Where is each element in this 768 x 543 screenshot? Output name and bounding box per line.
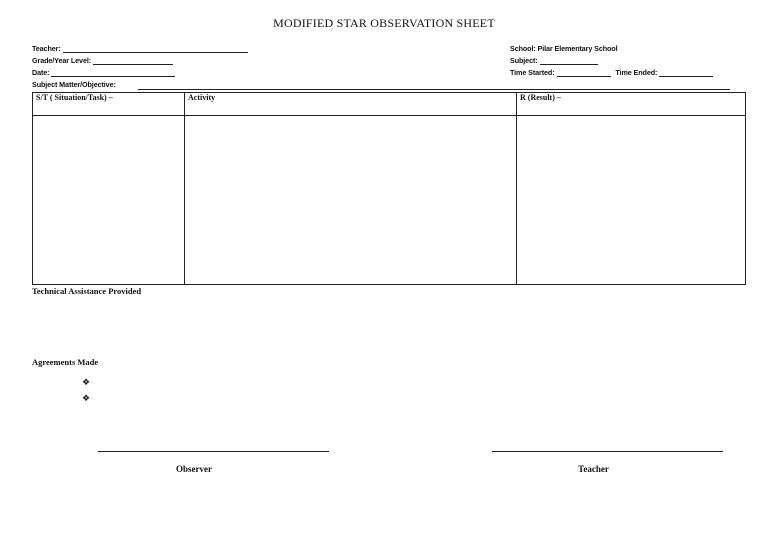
time-ended-blank[interactable]: [659, 69, 713, 77]
subject-matter-label: Subject Matter/Objective:: [32, 80, 116, 89]
grade-blank[interactable]: [93, 57, 173, 65]
subject-matter-blank[interactable]: [138, 89, 730, 90]
header-result: R (Result) –: [517, 93, 746, 116]
date-label: Date:: [32, 68, 50, 77]
cell-result[interactable]: [517, 116, 746, 285]
table-header-row: [33, 93, 746, 116]
agreement-bullet-2: ❖: [82, 394, 91, 404]
sheet-title: MODIFIED STAR OBSERVATION SHEET: [273, 16, 495, 30]
grade-field[interactable]: [32, 56, 173, 65]
header-activity: Activity: [185, 93, 517, 116]
cell-situation-task[interactable]: [33, 116, 185, 285]
teacher-label: Teacher:: [32, 44, 61, 53]
subject-blank[interactable]: [540, 57, 598, 65]
observer-label: Observer: [176, 464, 212, 474]
subject-field[interactable]: [510, 56, 598, 65]
header-situation-task: S/T ( Situation/Task) –: [33, 93, 185, 116]
school-label: School: Pilar Elementary School: [510, 44, 618, 53]
agreement-bullet-1: ❖: [82, 378, 91, 388]
date-blank[interactable]: [51, 69, 175, 77]
time-started-label: Time Started:: [510, 68, 555, 77]
teacher-field[interactable]: [32, 44, 248, 53]
teacher-signature-line[interactable]: [492, 451, 723, 452]
teacher-signature-label: Teacher: [578, 464, 609, 474]
teacher-blank[interactable]: [63, 45, 248, 53]
agreements-heading: Agreements Made: [32, 357, 99, 367]
cell-activity[interactable]: [185, 116, 517, 285]
technical-assistance-heading: Technical Assistance Provided: [32, 286, 142, 296]
table-body-row: [33, 116, 746, 285]
time-started-blank[interactable]: [557, 69, 611, 77]
time-field[interactable]: [510, 68, 713, 77]
observer-signature-line[interactable]: [98, 451, 329, 452]
subject-label: Subject:: [510, 56, 538, 65]
time-ended-label: Time Ended:: [615, 68, 658, 77]
date-field[interactable]: [32, 68, 175, 77]
observation-table: [32, 92, 746, 285]
grade-label: Grade/Year Level:: [32, 56, 92, 65]
